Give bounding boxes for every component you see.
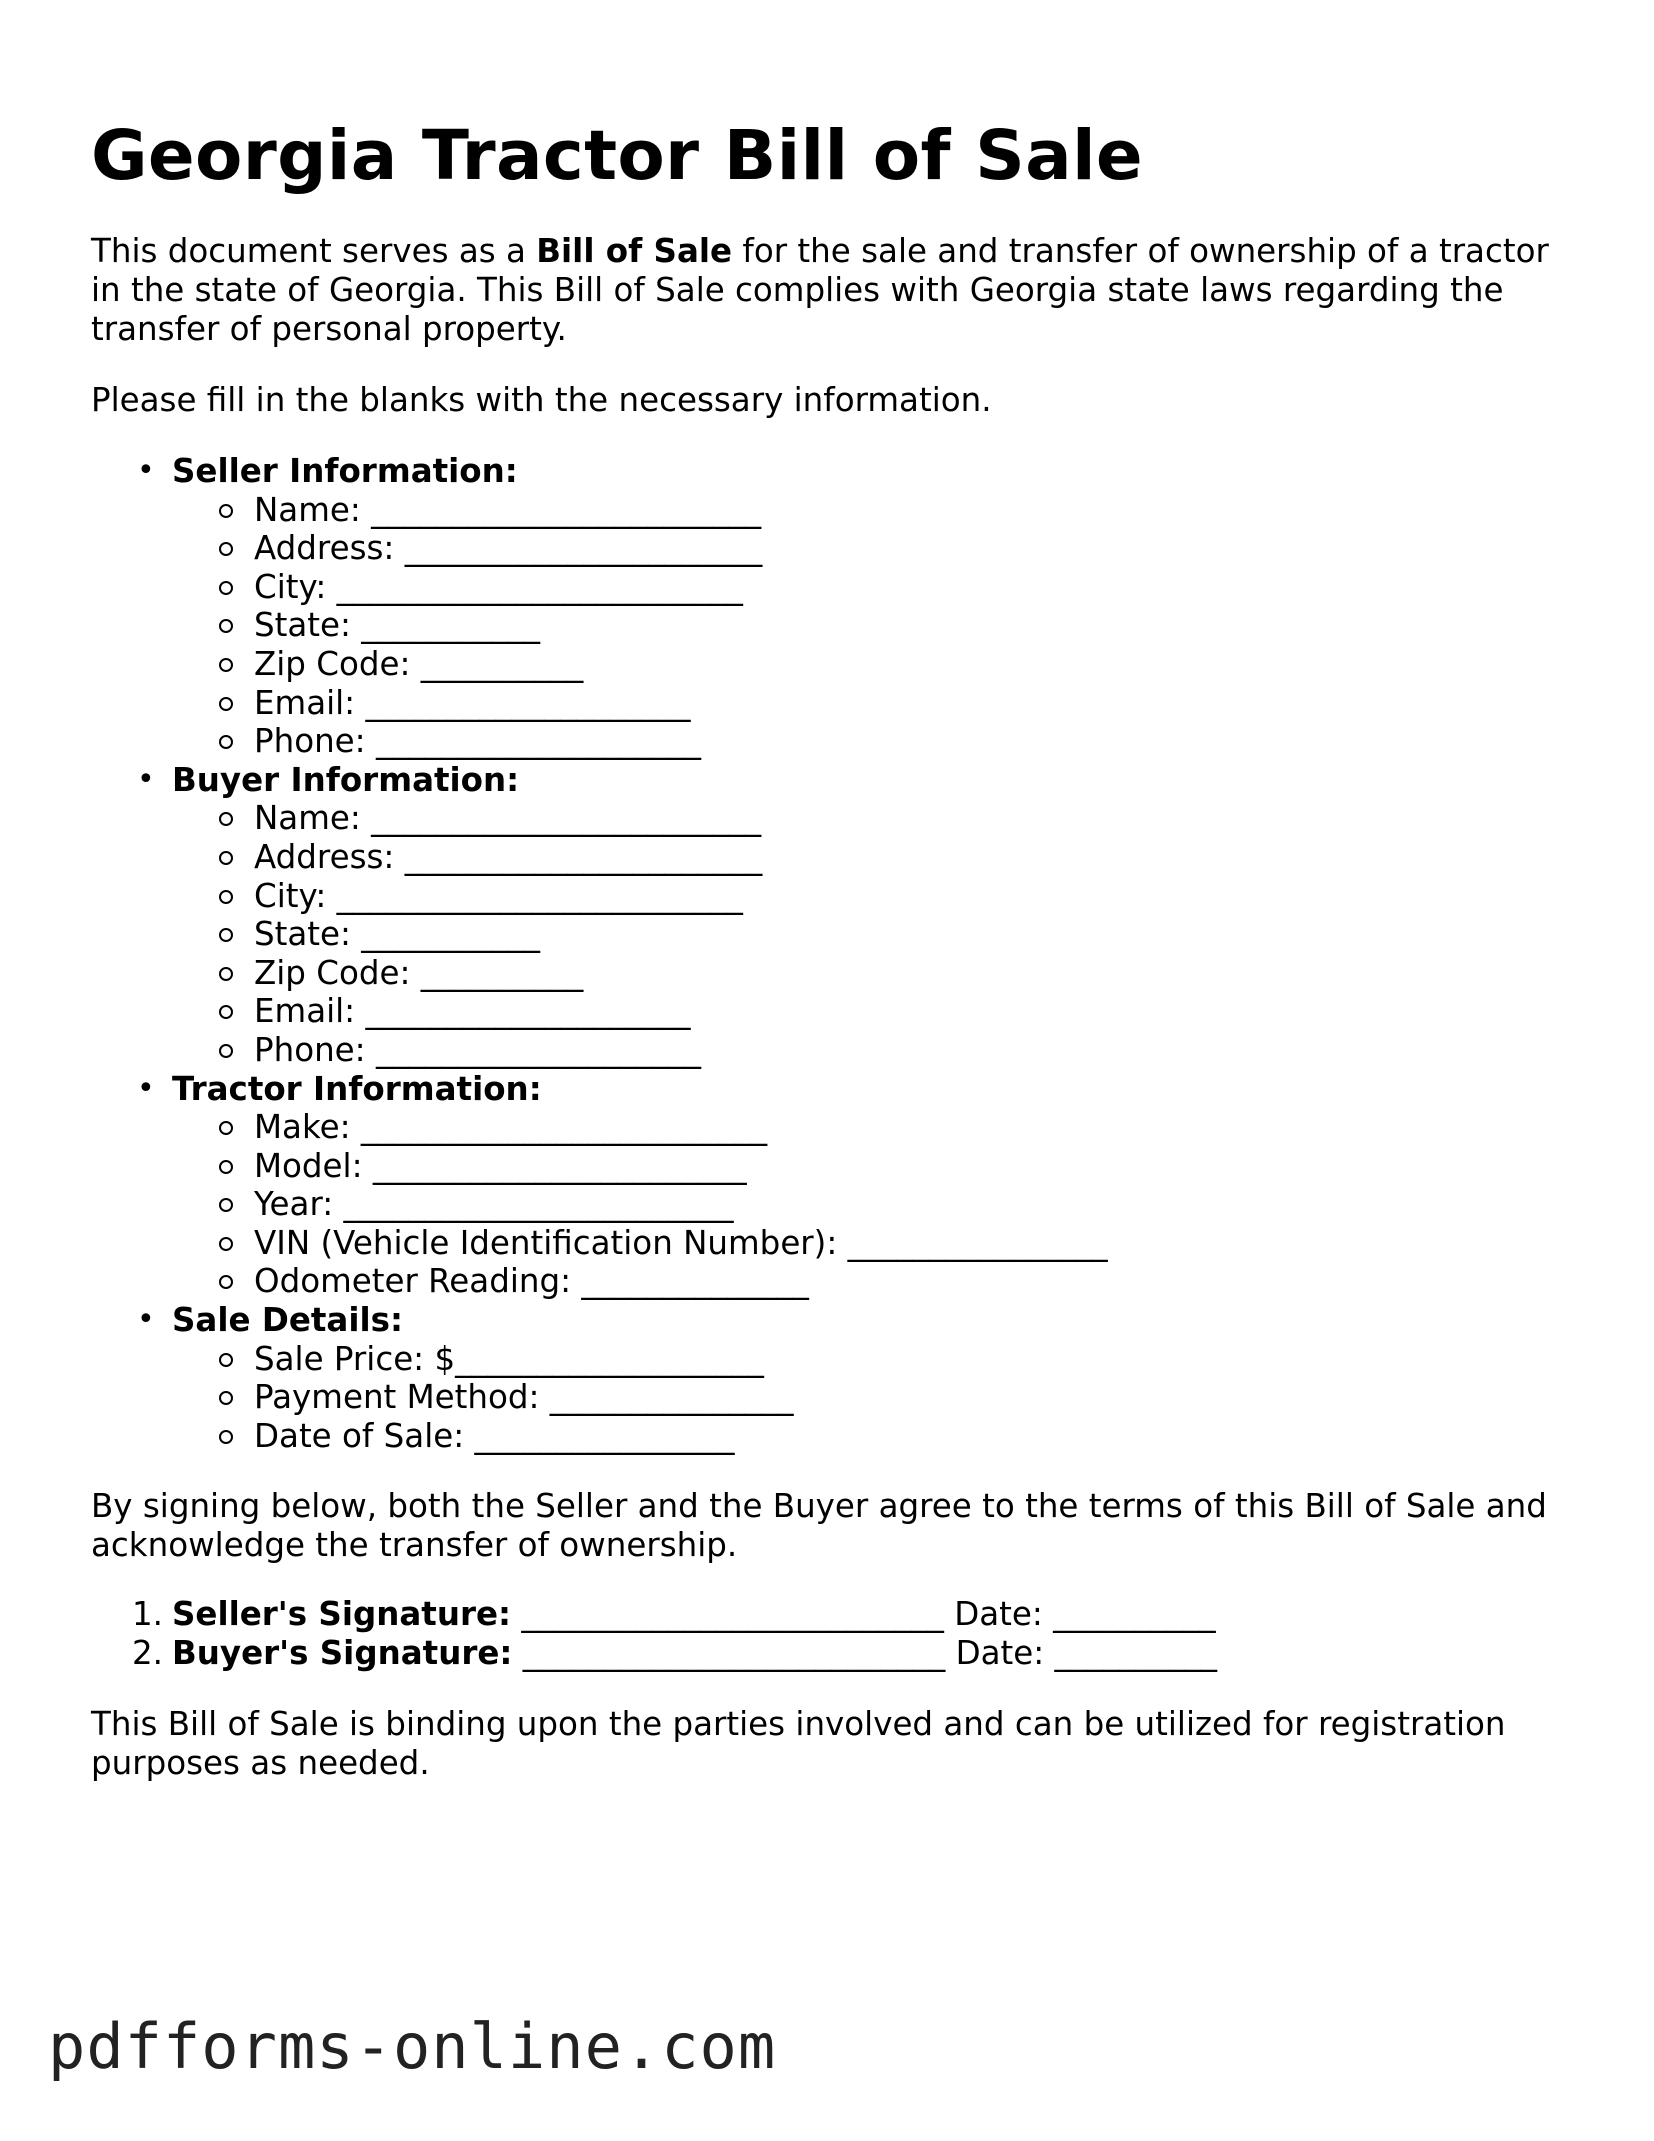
field-tractor-odometer[interactable] bbox=[254, 1262, 1571, 1301]
form-sections bbox=[91, 452, 1571, 1455]
section-title: Tractor Information: bbox=[172, 1069, 542, 1108]
field-text: Phone: ____________________ bbox=[254, 722, 701, 761]
closing-paragraph: This Bill of Sale is binding upon the parties involved and can be utilized for registration purposes as needed. bbox=[91, 1704, 1506, 1782]
field-text: VIN (Vehicle Identification Number): ________________ bbox=[254, 1223, 1108, 1262]
field-text: Phone: ____________________ bbox=[254, 1030, 701, 1069]
field-buyer-city[interactable] bbox=[254, 877, 1571, 916]
field-text: Zip Code: __________ bbox=[254, 644, 584, 683]
buyer-signature-line[interactable] bbox=[132, 1634, 1571, 1673]
field-text: Zip Code: __________ bbox=[254, 953, 584, 992]
field-text: Name: ________________________ bbox=[254, 799, 762, 838]
field-sale-price[interactable] bbox=[254, 1340, 1571, 1379]
circle-bullet-icon bbox=[219, 1121, 233, 1135]
circle-bullet-icon bbox=[219, 658, 233, 672]
bullet-icon: • bbox=[137, 761, 155, 797]
list-number: 1. bbox=[132, 1595, 164, 1634]
field-text: Payment Method: _______________ bbox=[254, 1378, 794, 1417]
field-buyer-phone[interactable] bbox=[254, 1031, 1571, 1070]
circle-bullet-icon bbox=[219, 1391, 233, 1405]
bullet-icon: • bbox=[137, 1302, 155, 1338]
field-buyer-name[interactable] bbox=[254, 799, 1571, 838]
field-list bbox=[172, 1340, 1571, 1456]
field-text: Name: ________________________ bbox=[254, 490, 762, 529]
bullet-icon: • bbox=[137, 453, 155, 488]
circle-bullet-icon bbox=[219, 1353, 233, 1367]
field-text: Address: ______________________ bbox=[254, 529, 763, 568]
intro-bold-term: Bill of Sale bbox=[536, 232, 733, 270]
circle-bullet-icon bbox=[219, 1044, 233, 1058]
field-text: City: _________________________ bbox=[254, 876, 743, 915]
field-text: State: ___________ bbox=[254, 606, 541, 645]
circle-bullet-icon bbox=[219, 504, 233, 518]
field-tractor-year[interactable] bbox=[254, 1185, 1571, 1224]
field-text: Year: ________________________ bbox=[254, 1185, 734, 1224]
circle-bullet-icon bbox=[219, 735, 233, 749]
field-buyer-state[interactable] bbox=[254, 915, 1571, 954]
signature-label: Buyer's Signature: bbox=[172, 1634, 513, 1673]
signature-label: Seller's Signature: bbox=[172, 1595, 512, 1634]
circle-bullet-icon bbox=[219, 1198, 233, 1212]
field-tractor-vin[interactable] bbox=[254, 1224, 1571, 1263]
field-seller-zip[interactable] bbox=[254, 645, 1571, 684]
field-text: Email: ____________________ bbox=[254, 683, 691, 722]
circle-bullet-icon bbox=[219, 1237, 233, 1251]
circle-bullet-icon bbox=[219, 812, 233, 826]
section-title: Seller Information: bbox=[172, 452, 518, 490]
field-seller-state[interactable] bbox=[254, 606, 1571, 645]
circle-bullet-icon bbox=[219, 1160, 233, 1174]
intro-paragraph bbox=[91, 232, 1571, 349]
field-buyer-zip[interactable] bbox=[254, 954, 1571, 993]
circle-bullet-icon bbox=[219, 581, 233, 595]
field-text: Sale Price: $___________________ bbox=[254, 1339, 764, 1378]
circle-bullet-icon bbox=[219, 1005, 233, 1019]
circle-bullet-icon bbox=[219, 967, 233, 981]
seller-signature-line[interactable] bbox=[132, 1595, 1571, 1634]
site-watermark: pdfforms-online.com bbox=[48, 2010, 777, 2083]
section-title: Buyer Information: bbox=[172, 760, 520, 799]
field-tractor-make[interactable] bbox=[254, 1108, 1571, 1147]
circle-bullet-icon bbox=[219, 890, 233, 904]
section-title: Sale Details: bbox=[172, 1301, 403, 1340]
field-seller-address[interactable] bbox=[254, 529, 1571, 568]
circle-bullet-icon bbox=[219, 697, 233, 711]
section-seller bbox=[137, 452, 1571, 761]
field-text: City: _________________________ bbox=[254, 567, 743, 606]
agreement-paragraph: By signing below, both the Seller and the Buyer agree to the terms of this Bill of Sale and acknowledge the transfer of ownership. bbox=[91, 1487, 1547, 1565]
signature-blank: __________________________ Date: __________ bbox=[511, 1595, 1216, 1634]
field-seller-phone[interactable] bbox=[254, 722, 1571, 761]
section-sale-details bbox=[137, 1301, 1571, 1455]
section-buyer bbox=[137, 760, 1571, 1070]
field-text: Odometer Reading: ______________ bbox=[254, 1262, 809, 1301]
field-tractor-model[interactable] bbox=[254, 1147, 1571, 1186]
circle-bullet-icon bbox=[219, 1430, 233, 1444]
circle-bullet-icon bbox=[219, 1275, 233, 1289]
circle-bullet-icon bbox=[219, 619, 233, 633]
fill-instructions: Please fill in the blanks with the necessary information. bbox=[91, 381, 992, 419]
field-date-of-sale[interactable] bbox=[254, 1417, 1571, 1456]
field-text: State: ___________ bbox=[254, 915, 541, 954]
circle-bullet-icon bbox=[219, 851, 233, 865]
intro-text-start: This document serves as a bbox=[91, 232, 537, 270]
signature-blank: __________________________ Date: __________ bbox=[512, 1634, 1218, 1673]
field-list bbox=[172, 491, 1571, 761]
field-text: Date of Sale: ________________ bbox=[254, 1416, 735, 1455]
circle-bullet-icon bbox=[219, 542, 233, 556]
field-list bbox=[172, 1108, 1571, 1301]
field-buyer-email[interactable] bbox=[254, 992, 1571, 1031]
bullet-icon: • bbox=[137, 1070, 155, 1106]
field-buyer-address[interactable] bbox=[254, 838, 1571, 877]
document-page bbox=[91, 110, 1571, 1783]
document-title: Georgia Tractor Bill of Sale bbox=[91, 116, 1144, 196]
field-text: Make: _________________________ bbox=[254, 1108, 768, 1147]
field-list bbox=[172, 799, 1571, 1069]
field-seller-name[interactable] bbox=[254, 491, 1571, 530]
intro-text-end: for the sale and transfer of ownership of a tractor in the state of Georgia. This Bill of Sale complies with Georgia state laws regarding the transfer of personal property. bbox=[91, 232, 1549, 348]
field-text: Address: ______________________ bbox=[254, 837, 763, 876]
circle-bullet-icon bbox=[219, 928, 233, 942]
field-seller-city[interactable] bbox=[254, 568, 1571, 607]
field-payment-method[interactable] bbox=[254, 1378, 1571, 1417]
field-seller-email[interactable] bbox=[254, 684, 1571, 723]
field-text: Model: _______________________ bbox=[254, 1146, 747, 1185]
field-text: Email: ____________________ bbox=[254, 992, 691, 1031]
section-tractor bbox=[137, 1069, 1571, 1302]
list-number: 2. bbox=[132, 1634, 164, 1673]
signature-list bbox=[91, 1595, 1571, 1672]
